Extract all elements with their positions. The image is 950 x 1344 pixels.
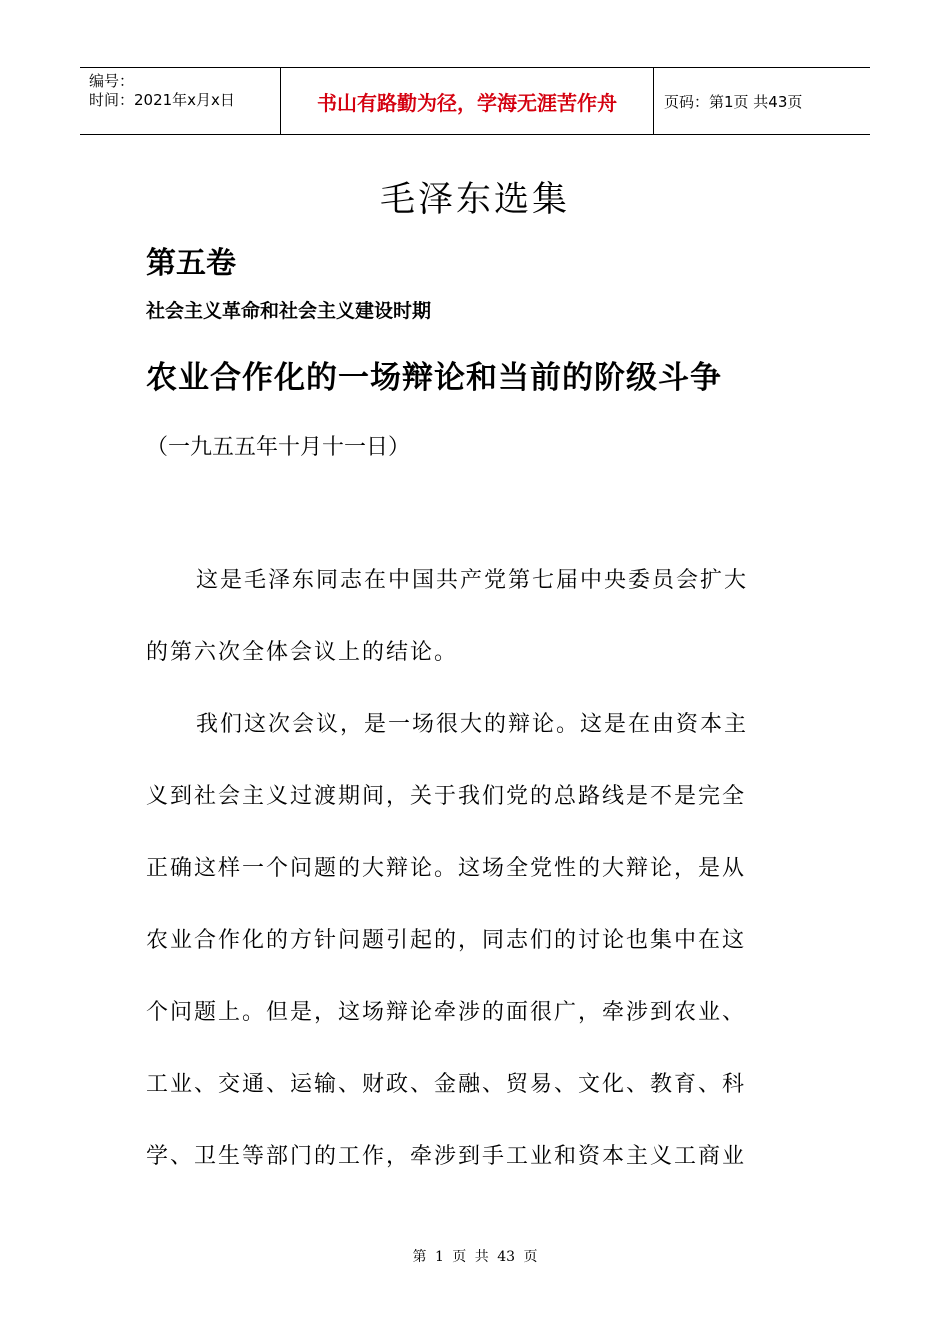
period-heading: 社会主义革命和社会主义建设时期 [146,300,432,322]
header-page-info: 页码：第1页 共43页 [664,92,803,111]
body-line: 学、卫生等部门的工作，牵涉到手工业和资本主义工商业 [146,1144,747,1169]
article-body [146,556,806,1204]
page-header [80,67,870,135]
body-line: 正确这样一个问题的大辩论。这场全党性的大辩论，是从 [146,856,747,881]
page-footer: 第 1 页 共 43 页 [412,1249,538,1265]
body-line: 这是毛泽东同志在中国共产党第七届中央委员会扩大 [196,568,749,593]
body-line: 义到社会主义过渡期间，关于我们党的总路线是不是完全 [146,784,747,809]
body-line: 的第六次全体会议上的结论。 [146,640,459,665]
body-line: 我们这次会议，是一场很大的辩论。这是在由资本主 [196,712,749,737]
body-line: 工业、交通、运输、财政、金融、贸易、文化、教育、科 [146,1072,747,1097]
document-number-label: 编号： [89,72,135,90]
article-date: （一九五五年十月十一日） [146,435,411,460]
header-motto: 书山有路勤为径，学海无涯苦作舟 [281,68,654,134]
body-line: 农业合作化的方针问题引起的，同志们的讨论也集中在这 [146,928,747,953]
volume-heading: 第五卷 [146,246,236,281]
document-time-label: 时间：2021年x月x日 [89,91,235,109]
book-title: 毛泽东选集 [379,180,570,220]
article-title: 农业合作化的一场辩论和当前的阶级斗争 [146,360,722,396]
body-line: 个问题上。但是，这场辩论牵涉的面很广，牵涉到农业、 [146,1000,747,1025]
header-meta [80,68,281,134]
